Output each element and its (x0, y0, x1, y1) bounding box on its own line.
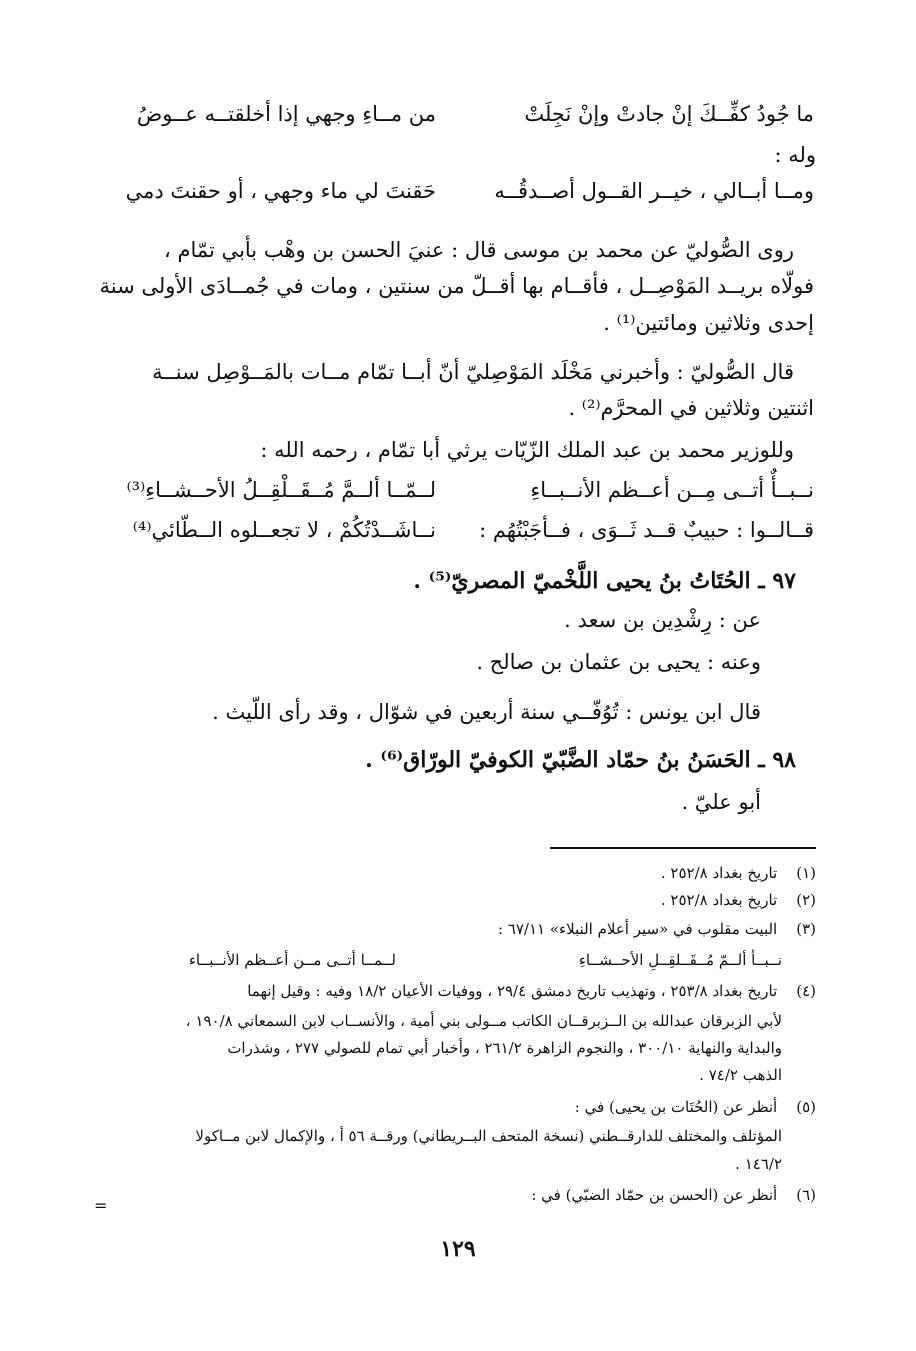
footnote-separator (550, 847, 816, 849)
paragraph-line: روى الصُّوليّ عن محمد بن موسى قال : عنيَ الحسن بن وهْب بأبي تمّام ، (164, 238, 794, 262)
footnote-line: لأبي الزبرقان عبدالله بن الــزبرقــان الكاتب مــولى بني أمية ، والأنســاب لابن السمعاني ١٩٠/٨ ، (185, 1012, 782, 1030)
paragraph-line: اثنتين وثلاثين في المحرَّم⁽²⁾ . (568, 396, 814, 420)
footnote (661, 889, 816, 911)
page-number: ١٢٩ (440, 1236, 476, 1262)
footnote-line: الذهب ٧٤/٢ . (699, 1066, 782, 1084)
footnote-number: (٣) (796, 920, 816, 938)
footnote-number: (٢) (796, 891, 816, 909)
verse-hemistich: قــالــوا : حبيبٌ قــد ثَــوَى ، فــأجَبْتُهُم : (479, 518, 814, 542)
verse-hemistich: ومــا أبــالي ، خيــر القــول أصــدقُــه (494, 179, 814, 203)
footnote-text: البيت مقلوب في «سير أعلام النبلاء» ٦٧/١١ : (497, 920, 778, 938)
verse-hemistich: حَقنتَ لي ماء وجهي ، أو حقنتَ دمي (125, 179, 436, 203)
entry-title: ٩٨ ـ الحَسَنُ بنُ حمّاد الضَّبّيّ الكوفيّ الورّاق⁽⁶⁾ . (365, 747, 796, 773)
verse-intro: وله : (774, 143, 816, 167)
footnote-text: تاريخ بغداد ٢٥٢/٨ . (660, 891, 778, 909)
verse-hemistich: نــبــأٌ أتــى مِــن أعــظم الأنــبــاءِ (530, 478, 814, 502)
footnote (531, 1184, 816, 1206)
footnote-text: أنظر عن (الحُتَات بن يحيى) في : (574, 1098, 778, 1116)
footnote-number: (٥) (796, 1098, 816, 1116)
entry-line: وعنه : يحيى بن عثمان بن صالح . (476, 650, 761, 674)
footnote-verse: لــمــا أتــى مــن أعــظم الأنــبــاء (188, 951, 396, 969)
verse-hemistich: ما جُودُ كفِّــكَ إنْ جادتْ وإنْ نَجِلَتْ (524, 102, 814, 126)
verse-hemistich: لــمّــا ألــمَّ مُــقَــلْقِــلُ الأحــشــاءِ⁽³⁾ (126, 478, 436, 502)
entry-line: عن : رِشْدِين بن سعد . (564, 608, 761, 632)
footnote-verse: نــبــأ ألــمّ مُــقَــلقِــلِ الأحــشــاءِ (578, 951, 782, 969)
paragraph-line: إحدى وثلاثين ومائتين⁽¹⁾ . (603, 311, 814, 335)
paragraph-line: وللوزير محمد بن عبد الملك الزّيّات يرثي أبا تمّام ، رحمه الله : (260, 438, 794, 462)
footnote-line: المؤتلف والمختلف للدارقــطني (نسخة المتحف البــريطاني) ورقــة ٥٦ أ ، والإكمال لابن مــاكولا (195, 1127, 782, 1145)
footnote-number: (٤) (796, 982, 816, 1000)
entry-title: ٩٧ ـ الحُتَاتُ بنُ يحيى اللَّخْميّ المصريّ⁽⁵⁾ . (413, 568, 796, 594)
footnote-text: تاريخ بغداد ٢٥٣/٨ ، وتهذيب تاريخ دمشق ٢٩/٤ ، ووفيات الأعيان ١٨/٢ وفيه : وقيل إنهما (247, 982, 778, 1000)
footnote (247, 980, 816, 1002)
footnote-text: أنظر عن (الحسن بن حمّاد الضبّي) في : (531, 1186, 778, 1204)
footnote-line: ١٤٦/٢ . (735, 1155, 782, 1173)
footnote (575, 1096, 816, 1118)
continuation-mark: = (94, 1196, 108, 1215)
paragraph-line: قال الصُّوليّ : وأخبرني مَخْلَد المَوْصِليّ أنّ أبــا تمّام مــات بالمَــوْصِل سنــة (152, 360, 794, 384)
footnote (661, 862, 816, 884)
footnote-number: (٦) (796, 1186, 816, 1204)
entry-line: قال ابن يونس : تُوُفّــي سنة أربعين في شوّال ، وقد رأى اللّيث . (212, 700, 761, 724)
footnote-text: تاريخ بغداد ٢٥٢/٨ . (660, 864, 778, 882)
paragraph-line: فولّاه بريــد المَوْصِــل ، فأقــام بها أقــلّ من سنتين ، ومات في جُمــادَى الأولى سنة (99, 274, 814, 298)
verse-hemistich: نــاشَــدْتُكُمْ ، لا تجعــلوه الــطّائي⁽⁴⁾ (132, 518, 436, 542)
entry-line: أبو عليّ . (681, 790, 761, 814)
footnote-number: (١) (796, 864, 816, 882)
verse-hemistich: من مــاءِ وجهي إذا أخلقتــه عــوضُ (136, 102, 436, 126)
footnote (498, 918, 816, 940)
footnote-line: والبداية والنهاية ٣٠٠/١٠ ، والنجوم الزاهرة ٢٦١/٢ ، وأخبار أبي تمام للصولي ٢٧٧ ، وشذرات (227, 1039, 782, 1057)
